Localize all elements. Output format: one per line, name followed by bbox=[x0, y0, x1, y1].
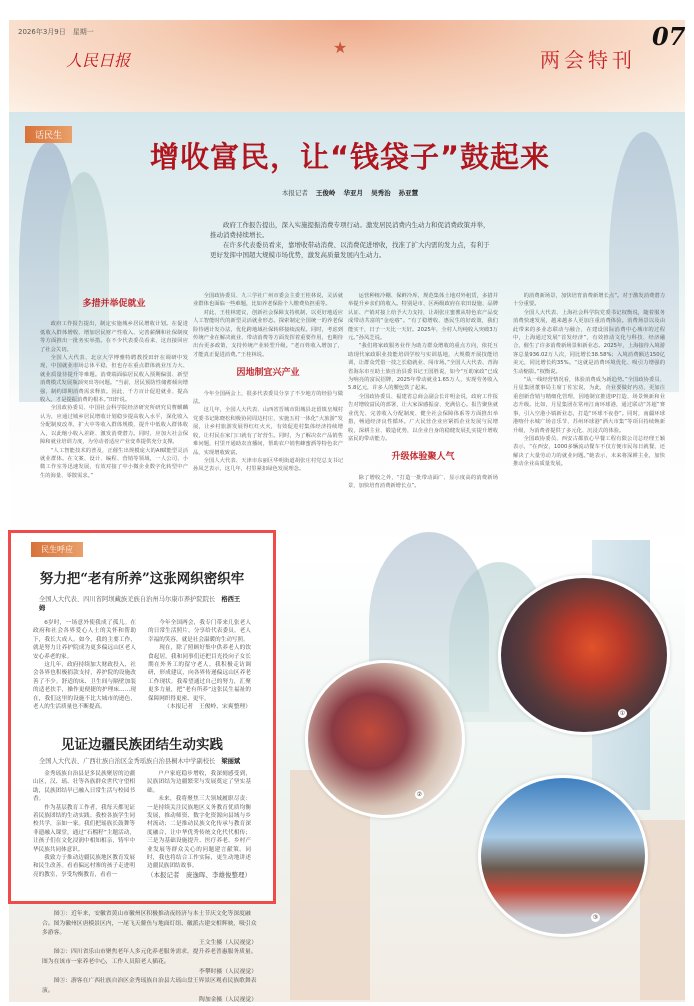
author-name: 梁丽斌 bbox=[221, 758, 241, 765]
emblem-star-icon: ★ bbox=[333, 38, 348, 57]
paragraph: 这几年，政府持续加大财政投入，社会各界也积极捐款支持，养护院的设施改善了不少。舒适的床、卫生间与隔壁加装的适老扶手，操作更便捷的护理床……现在，我们这里的设施不比大城市的逊色，老人的生活质量也不断提高。 bbox=[33, 662, 136, 711]
photo-credit: 王文生摄（人民视觉） bbox=[199, 939, 257, 946]
paragraph: “从一线经营情况看，体验消费成为新趋势。”全国政协委员、月星集团董事局主席丁佐宏说，为此，企业要做好内功，更加注重创新营销与精细化管理，因地制宜推进IP打造、场景焕新和业态升级。比如，月星集团在常州江南环球港，通过联动“苏超”赛事，引入空港小镇新业态，打造“环球不夜巷”。同时，南疆环球港喀什水城广场音乐节、苏州环球港“酒大市集”等项目持续焕新升级，为消费者提供了多元化、沉浸式的体验。 bbox=[513, 377, 665, 434]
lead-text: 在许多代表委员看来，靠增收带动消费、以消费促进增收，找准了扩大内需的发力点，有利于更好发挥中国超大规模市场优势，激发高质量发展内生动力。 bbox=[210, 241, 490, 259]
photo-folk-dance bbox=[478, 775, 648, 937]
reporter: 孙亚慧 bbox=[398, 189, 419, 197]
paragraph: 这几年，全国人大代表、山西省晋城市阳城县北留镇皇城村党委书记陈晓松积极协同周边村庄，实施五村一体化“大旅游”发展，让乡村旅游发展得红红火火，有效促进村集体经济持续增收，让村民在家门口就有了好营生。同时，为了解决农产品销售难问题，村里开通助农直播间，帮助农户销售蜂蜜酒等特色农产品，实现增收致富。 bbox=[193, 407, 343, 456]
caption bbox=[42, 948, 257, 967]
reporter: 吴秀治 bbox=[371, 189, 391, 197]
caption-text: 四川省乐山市聚焦老年人多元化养老服务需求，提升养老普惠服务质量。图为在该市一家养老中心，工作人员陪老人插花。 bbox=[42, 949, 257, 965]
section-heading: 升级体验聚人气 bbox=[391, 452, 455, 463]
page-number: 07 bbox=[652, 22, 686, 51]
newspaper-logo: 人民日报 bbox=[66, 51, 131, 70]
lead-paragraph bbox=[210, 220, 490, 260]
caption bbox=[42, 910, 257, 939]
article-title: 努力把“老有所养”这张网织密织牢 bbox=[39, 571, 245, 587]
section-heading: 多措并举促就业 bbox=[82, 299, 146, 309]
paragraph: 政府工作报告提出，制定实施城乡居民增收计划。在促进低收入群体增收、增加居民财产性收入、完善薪酬和社保制度等方面推出一批务实举措。在不少代表委员看来，这直接回应了社会关切。 bbox=[40, 321, 188, 353]
photo-number: ② bbox=[416, 791, 423, 798]
paragraph: 今年全国两会上，很多代表委员分享了不少地方的经验与做法。 bbox=[193, 390, 343, 406]
signature: （本报记者 庞逸晖、李雄俊整理） bbox=[147, 870, 251, 879]
author-title: 全国人大代表、四川省阿坝藏族羌族自治州马尔康市养护院院长 bbox=[39, 596, 216, 603]
article-column-3 bbox=[348, 292, 498, 528]
paragraph: 全国人大代表、北京大学博雅特聘教授田轩在调研中发现，中国就业市场总体平稳，但也存在重点群体就业压力大、就业质量待提升等难题。消费端面临居民收入预期偏弱、新型消费模式发展瓶颈突出等问题。“当前，居民预防性储蓄倾向增强，制约即期消费需求释放。因此，千方百计促进就业、提高收入，才是提振消费的根本。”田轩说。 bbox=[40, 355, 188, 404]
headline: 增收富民，让“钱袋子”鼓起来 bbox=[149, 140, 551, 174]
photo-captions bbox=[42, 910, 257, 1006]
byline bbox=[200, 188, 500, 197]
response-box bbox=[8, 530, 276, 904]
paragraph: 我致力于推动边疆民族地区教育发展和民生改善。看看偏远村寨的孩子走进明亮的教室，享受均衡教育，看看一 bbox=[33, 855, 135, 878]
paragraph: 6岁时，一场意外使我成了孤儿。在政府和社会各界爱心人士的关怀和帮助下，我长大成人。如今，我的主要工作，就是努力让养护院成为更多偏远山区老人安心养老的家。 bbox=[33, 620, 136, 660]
paragraph: 全国政协委员、九三学社广州市委会主委王桂林说，灵活就业群体也面临一些难题，比如养老保险个人缴费负担重等。 bbox=[193, 293, 343, 308]
paragraph: 未来，我将聚焦三大领域履职尽责：一是持续关注民族地区义务教育优质均衡发展，推动师资、数字化资源向县域与乡村流动；二是推动民族文化传承与教育深度融合，让中华优秀传统文化代代相传；三是为基础设施提升、医疗养老、乡村产业发展等群众关心的问题建言献策。同时，我也将结合工作实际，更生动地讲述边疆民族团结故事。 bbox=[147, 796, 251, 870]
paragraph: 全国人大代表、上海社会科学院党委书记权衡说，随着服务消费快速发展，越来越多人更加注重消费体验。消费场景以及由此带来的多业态联动与融合，在建设国际消费中心城市的过程中，上海通过发展“首发经济”，有效推动文化与科技、经济融合，催生了许多消费新场景和新业态。2025年，上海接待入境游客总量936.02万人次，同比增长38.58%；入境消费额达150亿美元，同比增长约35%。“这就是消费环境优化、吸引力增强的生动缩影。”权衡说。 bbox=[513, 309, 665, 375]
column-tag: 话民生 bbox=[25, 126, 72, 143]
paragraph: 全国人大代表、天津市东丽区华明街道胡张庄村党总支书记孙凤芝表示，这几年，村里紧扣绿色发展理念。 bbox=[193, 457, 343, 473]
paragraph: 对此，王桂林建议，创新社会保障支持机制，以更好地适应人工智能时代的新型灵活就业形态。探索制定全国统一的养老保险待遇计发办法，优化跨地域社保转移接续流程。同时，考虑到传统产业在解决就业、带动消费等方面发挥着重要作用，也期待出台更多政策，支持传统产业转型升级。“老百姓收入增加了，才能真正促进消费。”王桂林说。 bbox=[193, 309, 343, 358]
caption-label: 图③： bbox=[53, 978, 71, 985]
paragraph: 全国政协委员、西安古都放心早餐工程有限公司总经理王颖表示，“在西安，1000多辆流动餐车不仅方便市民每日就餐，还解决了大量劳动力的就业问题。”她表示，未来将深耕主业，加快推动企业高质量发展。 bbox=[513, 435, 665, 468]
author-intro bbox=[11, 757, 273, 766]
author-intro bbox=[11, 595, 273, 613]
photo-credit: 李攀时摄（人民视觉） bbox=[199, 968, 257, 975]
byline-label: 本报记者 bbox=[281, 189, 308, 197]
paragraph: 全国政协委员、福建省总商会副会长许明金说，政府工作报告对增收富民的部署，让大家深感振奋、充满信心。报告聚焦就业优先、完善收入分配制度、健全社会保障体系等方面推出举措，畅通经济良性循环。广大民营企业应紧抓企业发展与民增收，深耕主业、锻造优势，以企业自身的稳健发展扎实提升增收富民的带动能力。 bbox=[348, 393, 498, 442]
author-title: 全国人大代表、广西壮族自治区金秀瑶族自治县桐木中学副校长 bbox=[39, 758, 216, 765]
reporter: 王俊岭 bbox=[315, 189, 336, 197]
paragraph: 作为基层教育工作者，我每天都见证着民族团结的生动实践。我校各族学生同校共学，亲如一家。我们把瑶族长鼓舞等非遗融入课堂，通过“石榴籽”主题活动，让孩子们在文化浸润中相知相亲，铸牢中华民族共同体意识。 bbox=[33, 804, 135, 853]
photo-elderly-care bbox=[305, 660, 465, 818]
caption-label: 图①： bbox=[53, 911, 71, 917]
article-title: 见证边疆民族团结生动实践 bbox=[61, 737, 223, 753]
issue-date: 2026年3月9日 星期一 bbox=[18, 28, 94, 36]
paragraph: 全国政协委员、中国社会科学院经济研究所研究员曹麒麟认为，应通过城乡居民增收计划稳步提高收入水平，深化收入分配制度改革，扩大中等收入群体规模，提升中低收入群体收入，以此缩小收入差距、激发消费潜力。同时，应加大社会保障和就业培训力度，为劳动者适应产业变革提供充分支撑。 bbox=[40, 405, 188, 446]
section-heading: 因地制宜兴产业 bbox=[236, 368, 300, 379]
photo-number: ③ bbox=[592, 914, 599, 921]
paragraph: 今年全国两会，我专门带来几张老人的日常生活照片，分享给代表委员。老人幸福的笑容，就是社会温暖的生动写照。 bbox=[148, 620, 251, 643]
caption-label: 图②： bbox=[53, 949, 71, 956]
article-body bbox=[11, 770, 273, 880]
reporter: 华亚月 bbox=[343, 189, 363, 197]
signature: （本报记者 王俊岭、宋爽整理） bbox=[164, 704, 251, 711]
caption-text: 近年来，安徽省黄山市徽州区积极推动夜经济与本土节庆文化等深度融合。图为徽州区唐模景区内，一尾飞天鳌鱼与地面灯组、徽派古建交相辉映，吸引众多游客。 bbox=[42, 911, 257, 937]
paragraph: 户户家庭稳步增收，我深刻感受到，民族团结为边疆繁荣与发展奠定了坚实基础。 bbox=[147, 771, 251, 794]
article-column-2 bbox=[193, 292, 343, 528]
article-column-4 bbox=[513, 292, 665, 528]
paragraph: 运营种植冷棚、保鲜冷库，规范集体土地对外租赁，多措并举提升乡亲们的收入。特别是市、区两级政府在农田设施、品牌认证、产销对接上给予大力支持，让胡张庄蜜薯从特色农产品变成带动共富的“金疙瘩”。“有了稳增收、惠民生的好政策，我们能实干，日子一天比一天好。2025年，全村人均纯收入突破3万元。”孙凤芝说。 bbox=[348, 293, 498, 342]
column-tag: 民生呼应 bbox=[31, 542, 83, 557]
photo-credit: 陶加金摄（人民视觉） bbox=[199, 997, 257, 1004]
section-title: 两会特刊 bbox=[540, 48, 636, 72]
paragraph: 除了增收之外，“打造一批带动面广、显示度高的消费新场景，加快培育消费新增长点”。 bbox=[348, 474, 498, 490]
paragraph: “人工智能技术的普及，正催生出规模庞大的AI赋能型灵活就业群体。在文案、设计、编程、营销等领域，一人公司、小微工作室等迅速发展，有效对接了中小微企业数字化转型中产生的海量、零散需求。” bbox=[40, 447, 188, 479]
lead-text: 政府工作报告提出，深入实施提振消费专项行动。激发居民消费内生动力和促消费政策并举，推动消费持续增长。 bbox=[210, 221, 490, 239]
author-name: 格西王姆 bbox=[39, 596, 241, 612]
caption-text: 游客在广西壮族自治区金秀瑶族自治县大瑶山盘王界景区观看民族歌舞表演。 bbox=[42, 978, 257, 994]
photo-number: ① bbox=[619, 710, 626, 717]
article-body bbox=[11, 619, 273, 721]
paragraph: 金秀瑶族自治县是多民族聚居的边疆山区，汉、瑶、壮等各族群众世代守望相助，民族团结早已融入日常生活与校园书香。 bbox=[33, 771, 135, 803]
article-column-1 bbox=[40, 290, 188, 528]
paragraph: “我们将家政服务业作为助力群众增收的重点方向，依托互助现代家政职业技能培训学校与实训基地，大规模开展技能培训，让群众凭借一技之长稳就业、闯市场。”全国人大代表、青海省海东市互助土族自治县委书记王国胜说，如今“互助家政”已成为响亮的富民招牌，2025年带动就业1.65万人，实现劳务收入5.8亿元，许多人的腰包鼓了起来。 bbox=[348, 343, 498, 392]
paragraph: 的消费新场景，加快培育消费新增长点”。对于激发消费潜力十分重要。 bbox=[513, 293, 665, 308]
photo-night-festival bbox=[498, 575, 670, 735]
paragraph: 现在，除了照顾好集中供养老人的饮食起居，我和同事们还把目光投向子女长期在外务工的留守老人。我积极走访调研，形成建议，向各界传递偏远山区养老工作现状。我希望通过自己的努力，汇聚更多力量，把“老有所养”这张民生福祉的保障网织得更密、更牢。 bbox=[148, 645, 251, 702]
caption bbox=[42, 977, 257, 996]
